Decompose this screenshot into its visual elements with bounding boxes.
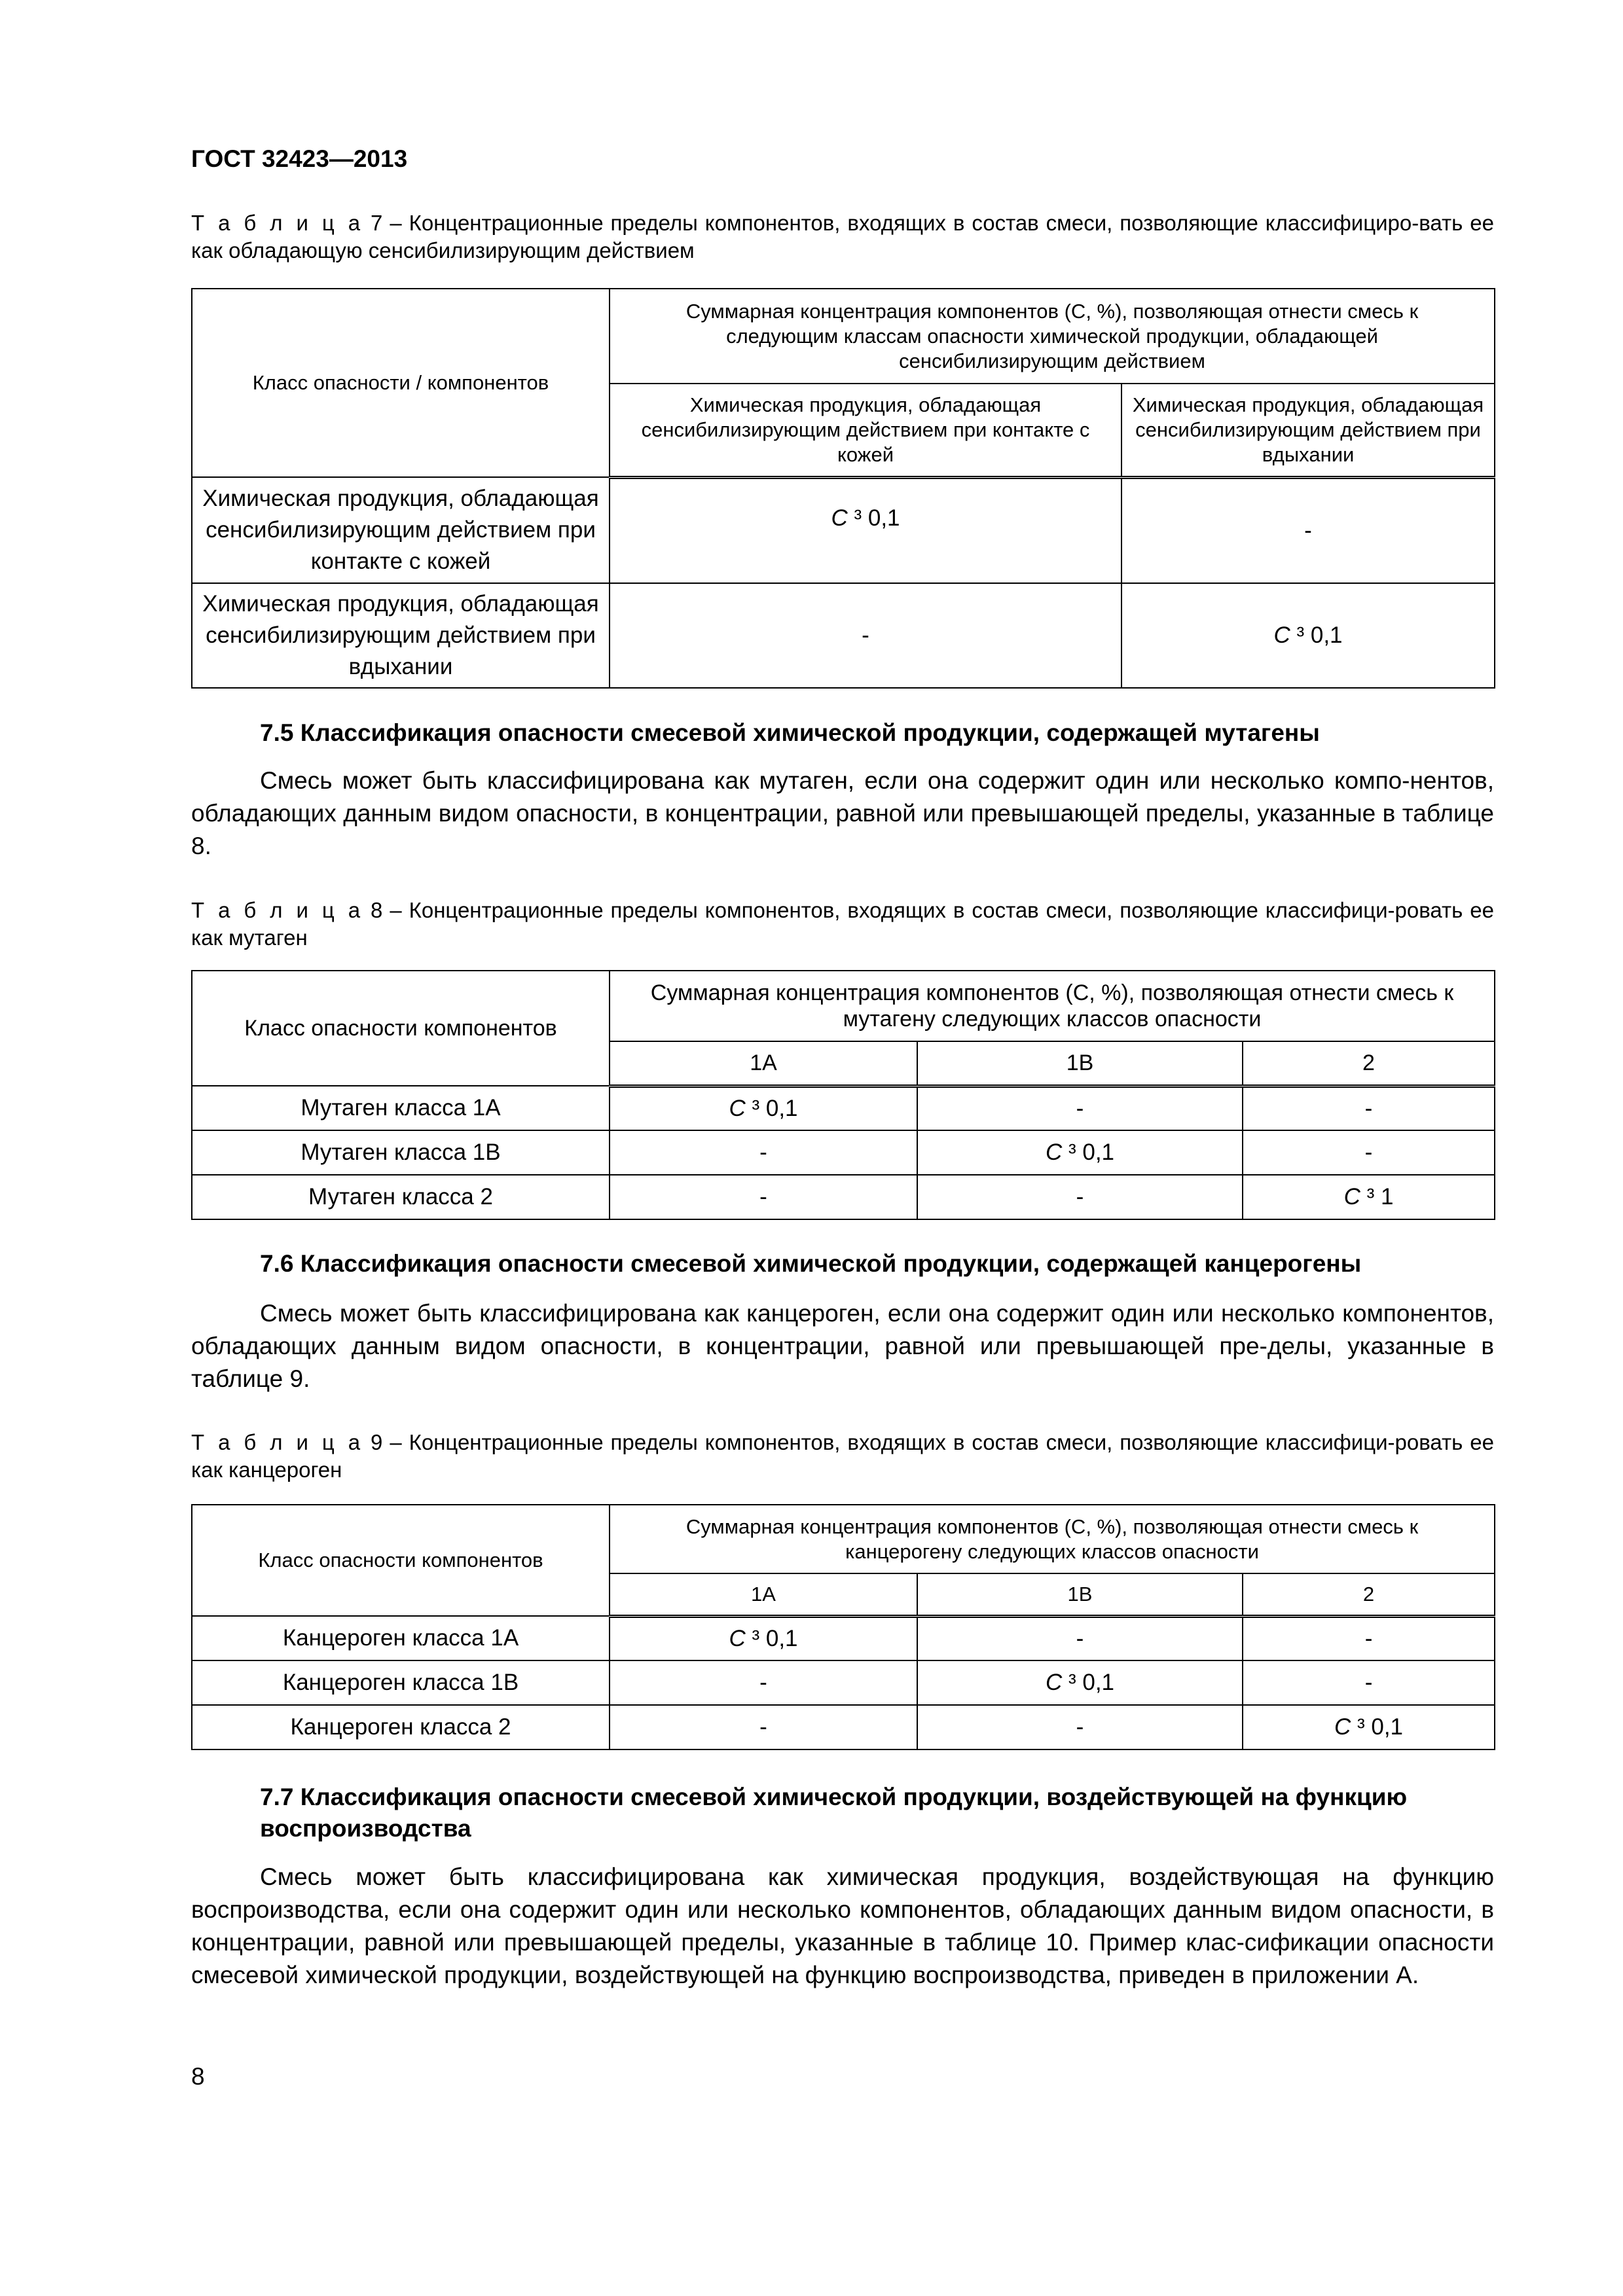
section-7-5-title: 7.5 Классификация опасности смесевой химической продукции, содержащей мутагены: [260, 719, 1320, 746]
table7-caption-label: Т а б л и ц а: [191, 211, 364, 235]
table-row: [192, 1175, 1495, 1219]
table9-cell: -: [1243, 1660, 1495, 1705]
section-7-6-title: 7.6 Классификация опасности смесевой химической продукции, содержащей канцерогены: [260, 1250, 1362, 1277]
table8-col1-header: Класс опасности компонентов: [192, 971, 610, 1086]
table-row: [192, 583, 1495, 688]
table9-cell: -: [917, 1616, 1243, 1660]
table9-cell: -: [610, 1660, 917, 1705]
table8-cell: С ³ 1: [1243, 1175, 1495, 1219]
table8-row-label: Мутаген класса 1А: [192, 1086, 610, 1130]
page-number: 8: [191, 2063, 205, 2090]
table8-caption-text: 8 – Концентрационные пределы компонентов, входящих в состав смеси, позволяющие классифици-ровать ее как мутаген: [191, 898, 1494, 950]
table7-row-label: Химическая продукция, обладающая сенсибилизирующим действием при вдыхании: [192, 583, 610, 688]
section-7-7-title: 7.7 Классификация опасности смесевой химической продукции, воздействующей на функцию воспроизводства: [260, 1784, 1408, 1842]
table-row: [192, 1086, 1495, 1130]
table8-caption-label: Т а б л и ц а: [191, 898, 364, 922]
table7-group-header: Суммарная концентрация компонентов (С, %), позволяющая отнести смесь к следующим классам опасности химической продукции, обладающей сенсибилизирующим действием: [610, 289, 1495, 384]
table9-cell: -: [610, 1705, 917, 1749]
table7-subheader-skin: Химическая продукция, обладающая сенсибилизирующим действием при контакте с кожей: [610, 384, 1122, 477]
table9-cell: -: [917, 1705, 1243, 1749]
table9-subheader-1a: 1А: [610, 1573, 917, 1616]
table8-caption: [191, 897, 1494, 952]
table8-cell: -: [1243, 1130, 1495, 1175]
section-7-5-text: Смесь может быть классифицирована как мутаген, если она содержит один или несколько компо-нентов, обладающих данным видом опасности, в концентрации, равной или превышающей пределы, указанные в таблице 8.: [191, 767, 1494, 859]
table9-caption: [191, 1429, 1494, 1484]
table8-cell: С ³ 0,1: [917, 1130, 1243, 1175]
table9-cell: С ³ 0,1: [917, 1660, 1243, 1705]
table9-caption-label: Т а б л и ц а: [191, 1430, 364, 1454]
table-row: [192, 1660, 1495, 1705]
table8-group-header: Суммарная концентрация компонентов (С, %), позволяющая отнести смесь к мутагену следующих классов опасности: [610, 971, 1495, 1041]
table9-cell: -: [1243, 1616, 1495, 1660]
table8-cell: -: [610, 1130, 917, 1175]
table9-cell: С ³ 0,1: [1243, 1705, 1495, 1749]
table9-row-label: Канцероген класса 2: [192, 1705, 610, 1749]
table7-cell: -: [1122, 477, 1495, 583]
table8-subheader-2: 2: [1243, 1041, 1495, 1086]
table9-col1-header: Класс опасности компонентов: [192, 1505, 610, 1616]
table8-cell: -: [610, 1175, 917, 1219]
table8-cell: -: [1243, 1086, 1495, 1130]
table9-group-header: Суммарная концентрация компонентов (С, %), позволяющая отнести смесь к канцерогену следующих классов опасности: [610, 1505, 1495, 1573]
table-row: [192, 1130, 1495, 1175]
table9-cell: С ³ 0,1: [610, 1616, 917, 1660]
table7-col1-header: Класс опасности / компонентов: [192, 289, 610, 477]
table-row: [192, 1616, 1495, 1660]
table7-cell: С ³ 0,1: [610, 477, 1122, 583]
table7-cell: С ³ 0,1: [1122, 583, 1495, 688]
table7-caption: [191, 209, 1494, 264]
section-7-7-text: Смесь может быть классифицирована как химическая продукция, воздействующая на функцию воспроизводства, если она содержит один или несколько компонентов, обладающих данным видом опасности, в концентрации, равной или превышающей пределы, указанные в таблице 10. Пример клас-сификации опасности смесевой химической продукции, воздействующей на функцию воспроизводства, приведен в приложении А.: [191, 1863, 1494, 1988]
table-row: [192, 1705, 1495, 1749]
table7-subheader-inhalation: Химическая продукция, обладающая сенсибилизирующим действием при вдыхании: [1122, 384, 1495, 477]
table7-cell: -: [610, 583, 1122, 688]
table8-subheader-1b: 1В: [917, 1041, 1243, 1086]
table7-row-label: Химическая продукция, обладающая сенсибилизирующим действием при контакте с кожей: [192, 477, 610, 583]
table9-row-label: Канцероген класса 1В: [192, 1660, 610, 1705]
section-7-6-text: Смесь может быть классифицирована как канцероген, если она содержит один или несколько компонентов, обладающих данным видом опасности, в концентрации, равной или превышающей пре-делы, указанные в таблице 9.: [191, 1300, 1494, 1392]
table8-subheader-1a: 1А: [610, 1041, 917, 1086]
table-row: [192, 477, 1495, 583]
table9-subheader-1b: 1В: [917, 1573, 1243, 1616]
table7-caption-text: 7 – Концентрационные пределы компонентов, входящих в состав смеси, позволяющие классифициро-вать ее как обладающую сенсибилизирующим действием: [191, 211, 1494, 262]
table8-cell: С ³ 0,1: [610, 1086, 917, 1130]
table8-row-label: Мутаген класса 1В: [192, 1130, 610, 1175]
table9-row-label: Канцероген класса 1А: [192, 1616, 610, 1660]
table8: [191, 970, 1495, 1220]
table8-row-label: Мутаген класса 2: [192, 1175, 610, 1219]
table9-caption-text: 9 – Концентрационные пределы компонентов, входящих в состав смеси, позволяющие классифици-ровать ее как канцероген: [191, 1430, 1494, 1482]
document-header: ГОСТ 32423—2013: [191, 145, 408, 172]
table7: [191, 288, 1495, 689]
table9-subheader-2: 2: [1243, 1573, 1495, 1616]
table9: [191, 1504, 1495, 1750]
table8-cell: -: [917, 1086, 1243, 1130]
table8-cell: -: [917, 1175, 1243, 1219]
